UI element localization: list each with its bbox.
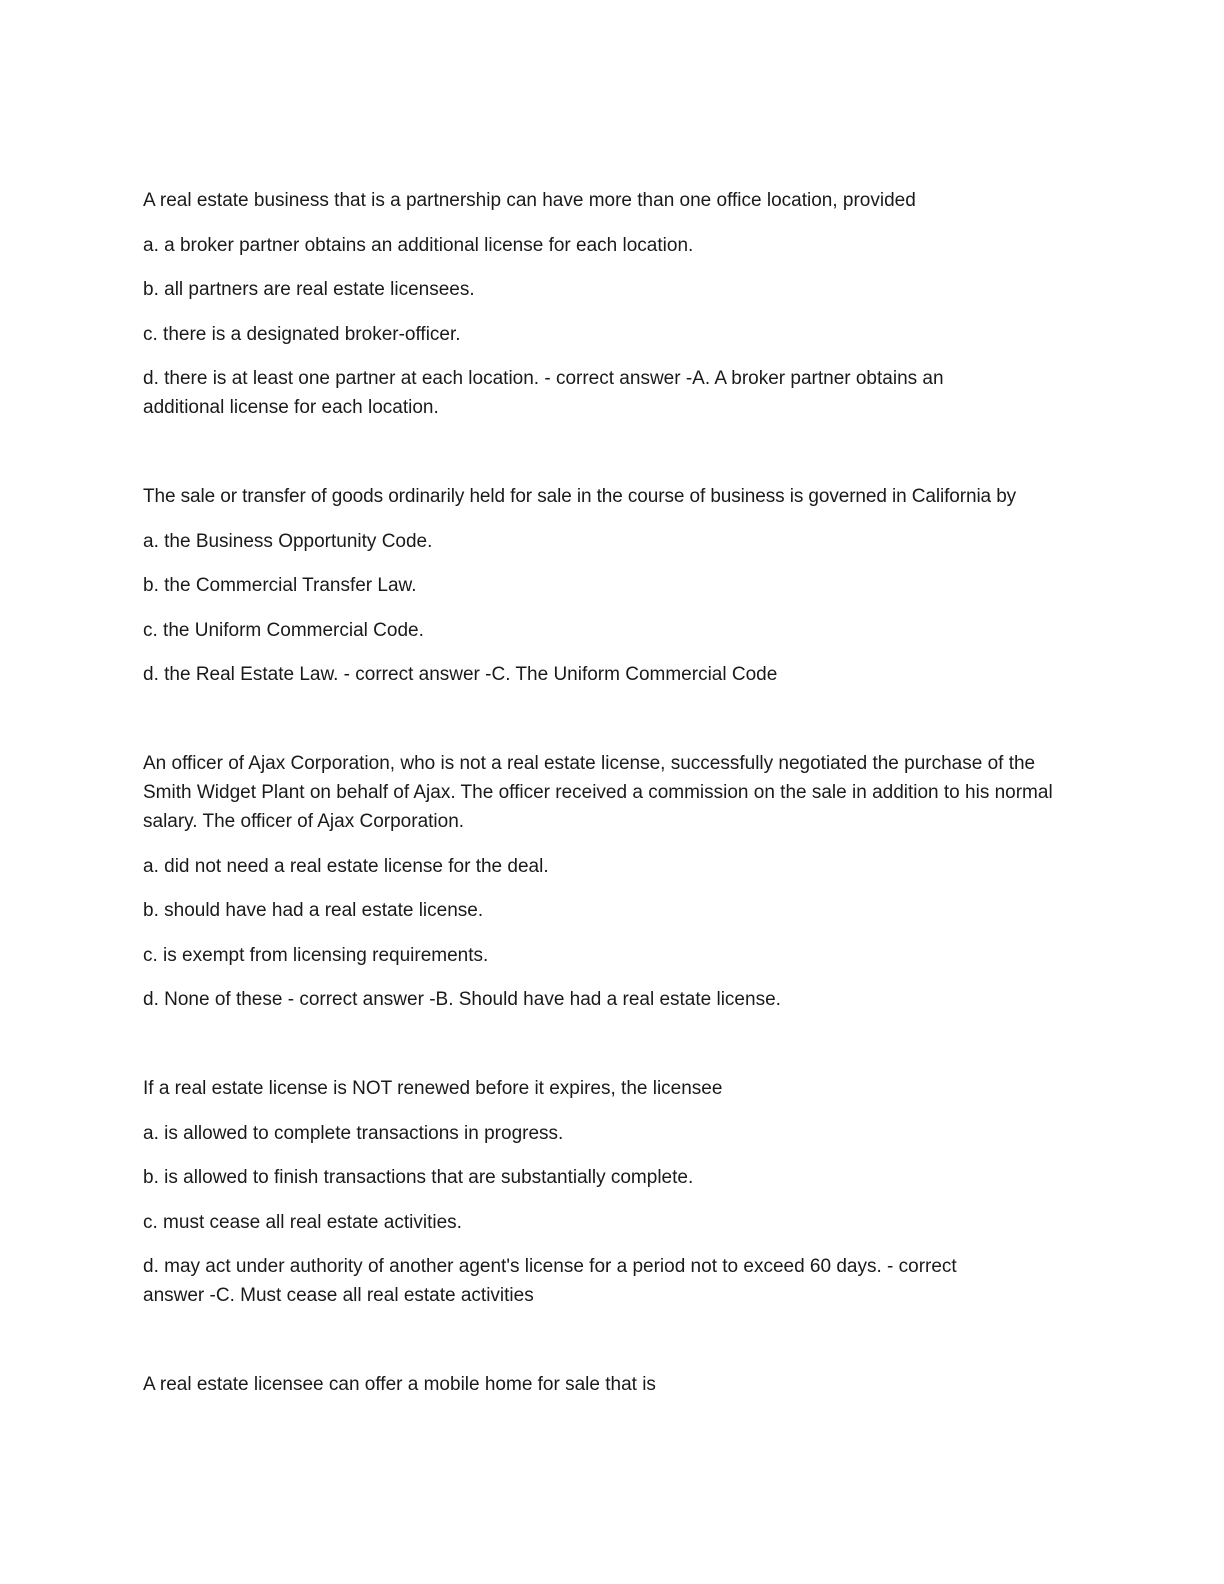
answer-option-a: a. the Business Opportunity Code.	[143, 530, 433, 552]
answer-option-d: d. there is at least one partner at each location. - correct answer -A. A broker partner obtains an additional license for each location.	[143, 368, 944, 418]
answer-option-b: b. all partners are real estate licensees.	[143, 279, 475, 300]
answer-option-b: b. is allowed to finish transactions that are substantially complete.	[143, 1167, 694, 1188]
question-block	[143, 186, 1083, 422]
question-block	[143, 1074, 1043, 1310]
question-block	[143, 1370, 1043, 1399]
question-stem: An officer of Ajax Corporation, who is not a real estate license, successfully negotiated the purchase of the Smith Widget Plant on behalf of Ajax. The officer received a commission on the sale in addition to his normal salary. The officer of Ajax Corporation.	[143, 753, 1053, 832]
question-block	[143, 482, 1083, 689]
answer-option-c: c. there is a designated broker-officer.	[143, 323, 461, 345]
answer-option-d: d. may act under authority of another agent's license for a period not to exceed 60 days. - correct answer -C. Must cease all real estate activities	[143, 1256, 957, 1306]
answer-option-b: b. the Commercial Transfer Law.	[143, 575, 417, 596]
answer-option-b: b. should have had a real estate license.	[143, 900, 484, 921]
answer-option-d: d. the Real Estate Law. - correct answer -C. The Uniform Commercial Code	[143, 664, 778, 685]
answer-option-a: a. did not need a real estate license for the deal.	[143, 855, 549, 877]
answer-option-c: c. must cease all real estate activities.	[143, 1211, 462, 1233]
question-stem: A real estate licensee can offer a mobile home for sale that is	[143, 1374, 656, 1395]
answer-option-a: a. is allowed to complete transactions in progress.	[143, 1122, 564, 1144]
question-stem: A real estate business that is a partnership can have more than one office location, provided	[143, 190, 916, 211]
answer-option-d: d. None of these - correct answer -B. Should have had a real estate license.	[143, 989, 781, 1010]
question-block	[143, 749, 1063, 1014]
answer-option-c: c. is exempt from licensing requirements.	[143, 944, 489, 966]
answer-option-c: c. the Uniform Commercial Code.	[143, 619, 424, 641]
answer-option-a: a. a broker partner obtains an additional license for each location.	[143, 234, 694, 256]
question-stem: The sale or transfer of goods ordinarily held for sale in the course of business is governed in California by	[143, 486, 1017, 507]
question-stem: If a real estate license is NOT renewed before it expires, the licensee	[143, 1078, 723, 1099]
